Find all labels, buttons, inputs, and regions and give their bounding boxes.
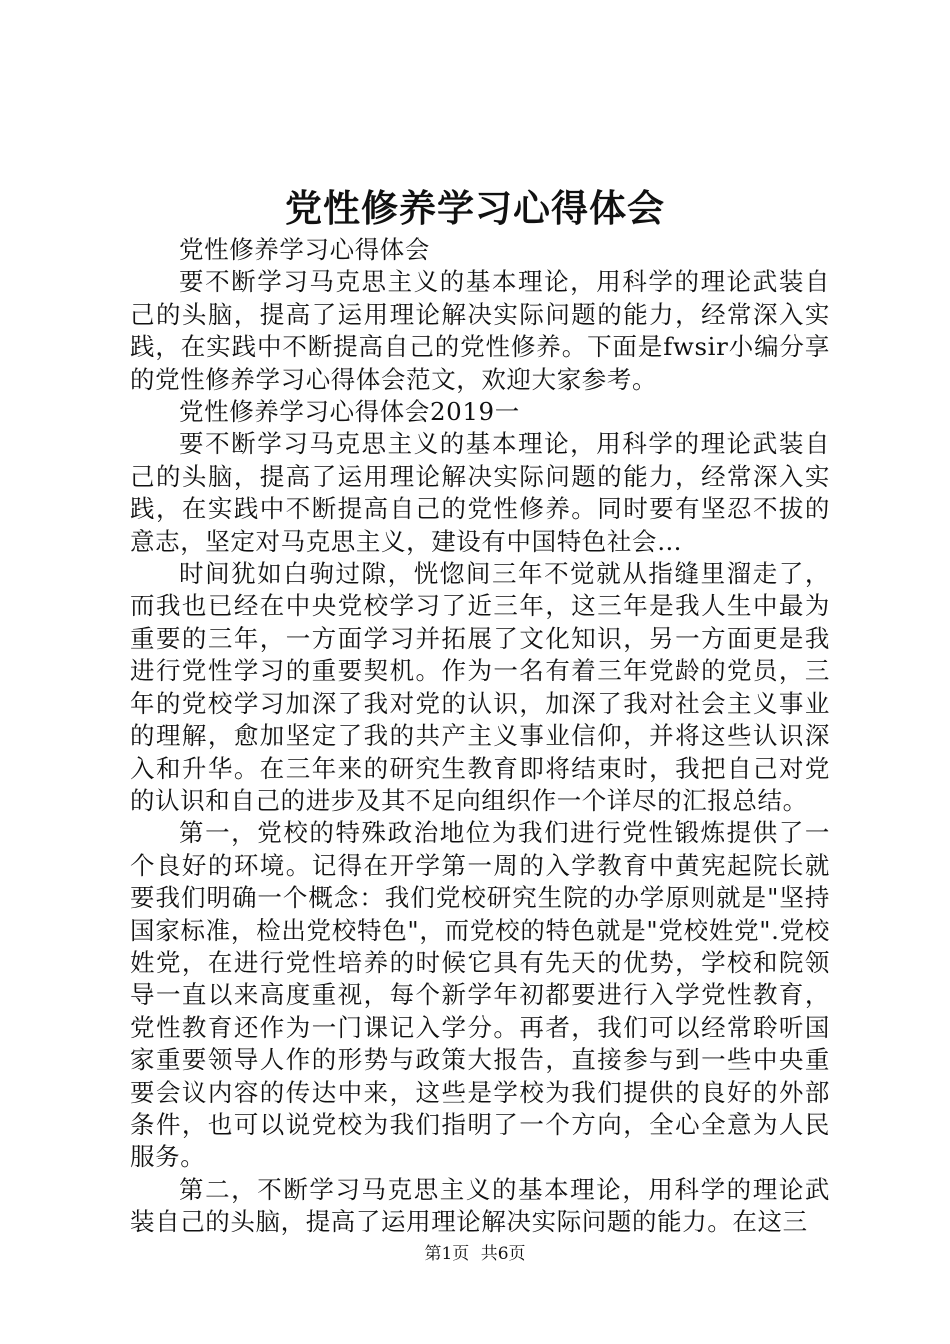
paragraph-second-point: 第二，不断学习马克思主义的基本理论，用科学的理论武装自己的头脑，提高了运用理论解决实际问题的能力。在这三 (130, 1174, 830, 1237)
paragraph-main: 时间犹如白驹过隙，恍惚间三年不觉就从指缝里溜走了，而我也已经在中央党校学习了近三年，这三年是我人生中最为重要的三年，一方面学习并拓展了文化知识，另一方面更是我进行党性学习的重要契机。作为一名有着三年党龄的党员，三年的党校学习加深了我对党的认识，加深了我对社会主义事业的理解，愈加坚定了我的共产主义事业信仰，并将这些认识深入和升华。在三年来的研究生教育即将结束时，我把自己对党的认识和自己的进步及其不足向组织作一个详尽的汇报总结。 (130, 559, 830, 815)
page-total: 共6页 (480, 1244, 526, 1264)
paragraph-first-point: 第一，党校的特殊政治地位为我们进行党性锻炼提供了一个良好的环境。记得在开学第一周的入学教育中黄宪起院长就要我们明确一个概念：我们党校研究生院的办学原则就是"坚持国家标准，检出党校特色"，而党校的特色就是"党校姓党".党校姓党，在进行党性培养的时候它具有先天的优势，学校和院领导一直以来高度重视，每个新学年初都要进行入学党性教育，党性教育还作为一门课记入学分。再者，我们可以经常聆听国家重要领导人作的形势与政策大报告，直接参与到一些中央重要会议内容的传达中来，这些是学校为我们提供的良好的外部条件，也可以说党校为我们指明了一个方向，全心全意为人民服务。 (130, 818, 830, 1172)
page-number: 第1页 (424, 1244, 470, 1264)
paragraph-subtitle: 党性修养学习心得体会 (179, 235, 430, 264)
paragraph-intro: 要不断学习马克思主义的基本理论，用科学的理论武装自己的头脑，提高了运用理论解决实际问题的能力，经常深入实践，在实践中不断提高自己的党性修养。下面是fwsir小编分享的党性修养学习心得体会范文，欢迎大家参考。 (130, 267, 830, 394)
document-body (130, 234, 830, 1239)
page-footer (0, 1242, 950, 1266)
paragraph-heading-2019: 党性修养学习心得体会2019一 (179, 397, 520, 427)
document-title: 党性修养学习心得体会 (285, 186, 665, 230)
paragraph-summary: 要不断学习马克思主义的基本理论，用科学的理论武装自己的头脑，提高了运用理论解决实际问题的能力，经常深入实践，在实践中不断提高自己的党性修养。同时要有坚忍不拔的意志，坚定对马克思主义，建设有中国特色社会… (130, 429, 830, 556)
